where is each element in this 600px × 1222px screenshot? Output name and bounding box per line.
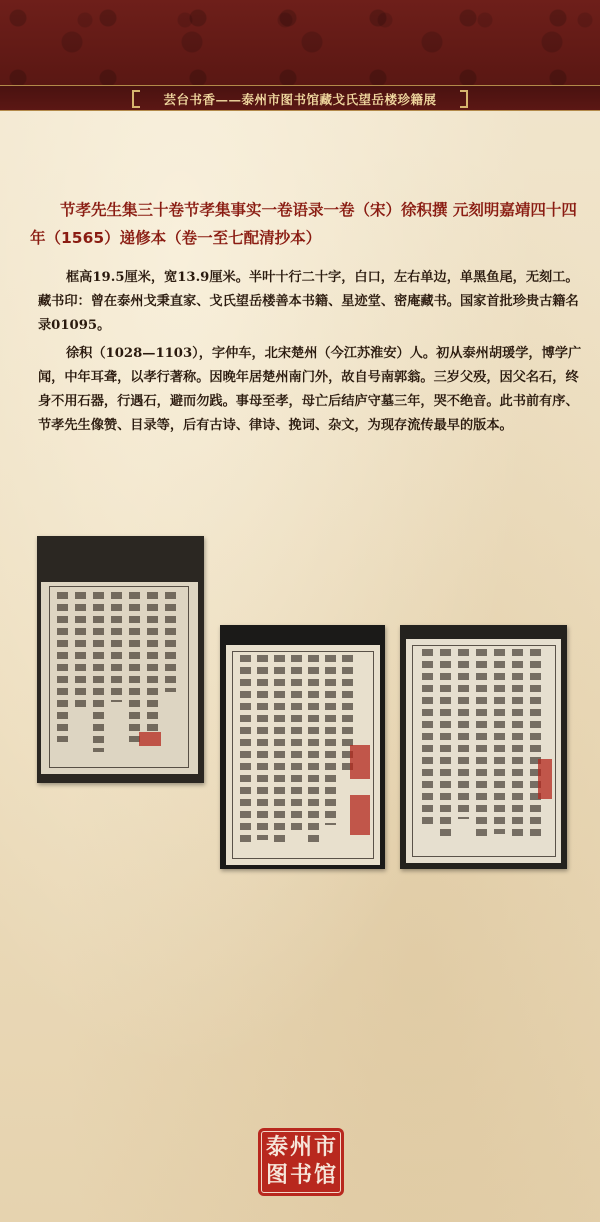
exhibition-title: 芸台书香——泰州市图书馆藏戈氏望岳楼珍籍展 <box>163 92 437 107</box>
book-heading <box>30 196 590 252</box>
book-description-specs: 框高19.5厘米，宽13.9厘米。半叶十行二十字，白口，左右单边，单黑鱼尾，无刻工。藏书印：曾在泰州戈秉直家、戈氏望岳楼善本书籍、星迹堂、密庵藏书。国家首批珍贵古籍名录01095。 <box>38 270 579 333</box>
text-column <box>291 655 302 835</box>
collector-seal-image <box>538 759 552 799</box>
collector-seal-image <box>350 745 370 779</box>
text-column <box>440 649 451 839</box>
text-column <box>274 655 285 845</box>
right-bracket-icon <box>460 90 468 108</box>
text-column <box>512 649 523 839</box>
text-column <box>111 592 122 702</box>
text-column <box>93 592 104 752</box>
text-column <box>422 649 433 829</box>
text-column <box>325 655 336 825</box>
book-photo-3 <box>400 625 567 869</box>
text-column <box>458 649 469 819</box>
library-seal-icon: 泰 州 市 图 书 馆 <box>258 1128 344 1196</box>
text-column <box>57 592 68 742</box>
exhibition-title-bar <box>0 85 600 111</box>
text-column <box>129 592 140 742</box>
header-pattern <box>0 0 600 85</box>
text-column <box>75 592 86 712</box>
decorative-header-band <box>0 0 600 85</box>
book-photo-2 <box>220 625 385 869</box>
book-description-author: 徐积（1028—1103），字仲车，北宋楚州（今江苏淮安）人。初从泰州胡瑗学，博学广闻，中年耳聋，以孝行著称。因晚年居楚州南门外，故自号南郭翁。三岁父殁，因父名石，终身不用石器，行遇石，避而勿践。事母至孝，母亡后结庐守墓三年，哭不绝音。此书前有序、节孝先生像赞、目录等，后有古诗、律诗、挽词、杂文，为现存流传最早的版本。 <box>38 346 582 433</box>
book-page-image <box>226 645 380 865</box>
text-column <box>165 592 176 692</box>
collector-seal-image <box>350 795 370 835</box>
text-column <box>530 649 541 839</box>
text-column <box>494 649 505 834</box>
book-page-image <box>41 582 198 774</box>
book-photo-1 <box>37 536 204 783</box>
text-column <box>308 655 319 845</box>
book-page-image <box>406 639 561 863</box>
book-heading-text: 节孝先生集三十卷节孝集事实一卷语录一卷（宋）徐积撰 元刻明嘉靖四十四年（1565）递修本（卷一至七配清抄本） <box>30 201 577 247</box>
text-column <box>240 655 251 845</box>
text-column <box>147 592 158 732</box>
text-column <box>257 655 268 840</box>
text-column <box>476 649 487 839</box>
collector-seal-image <box>139 732 161 746</box>
